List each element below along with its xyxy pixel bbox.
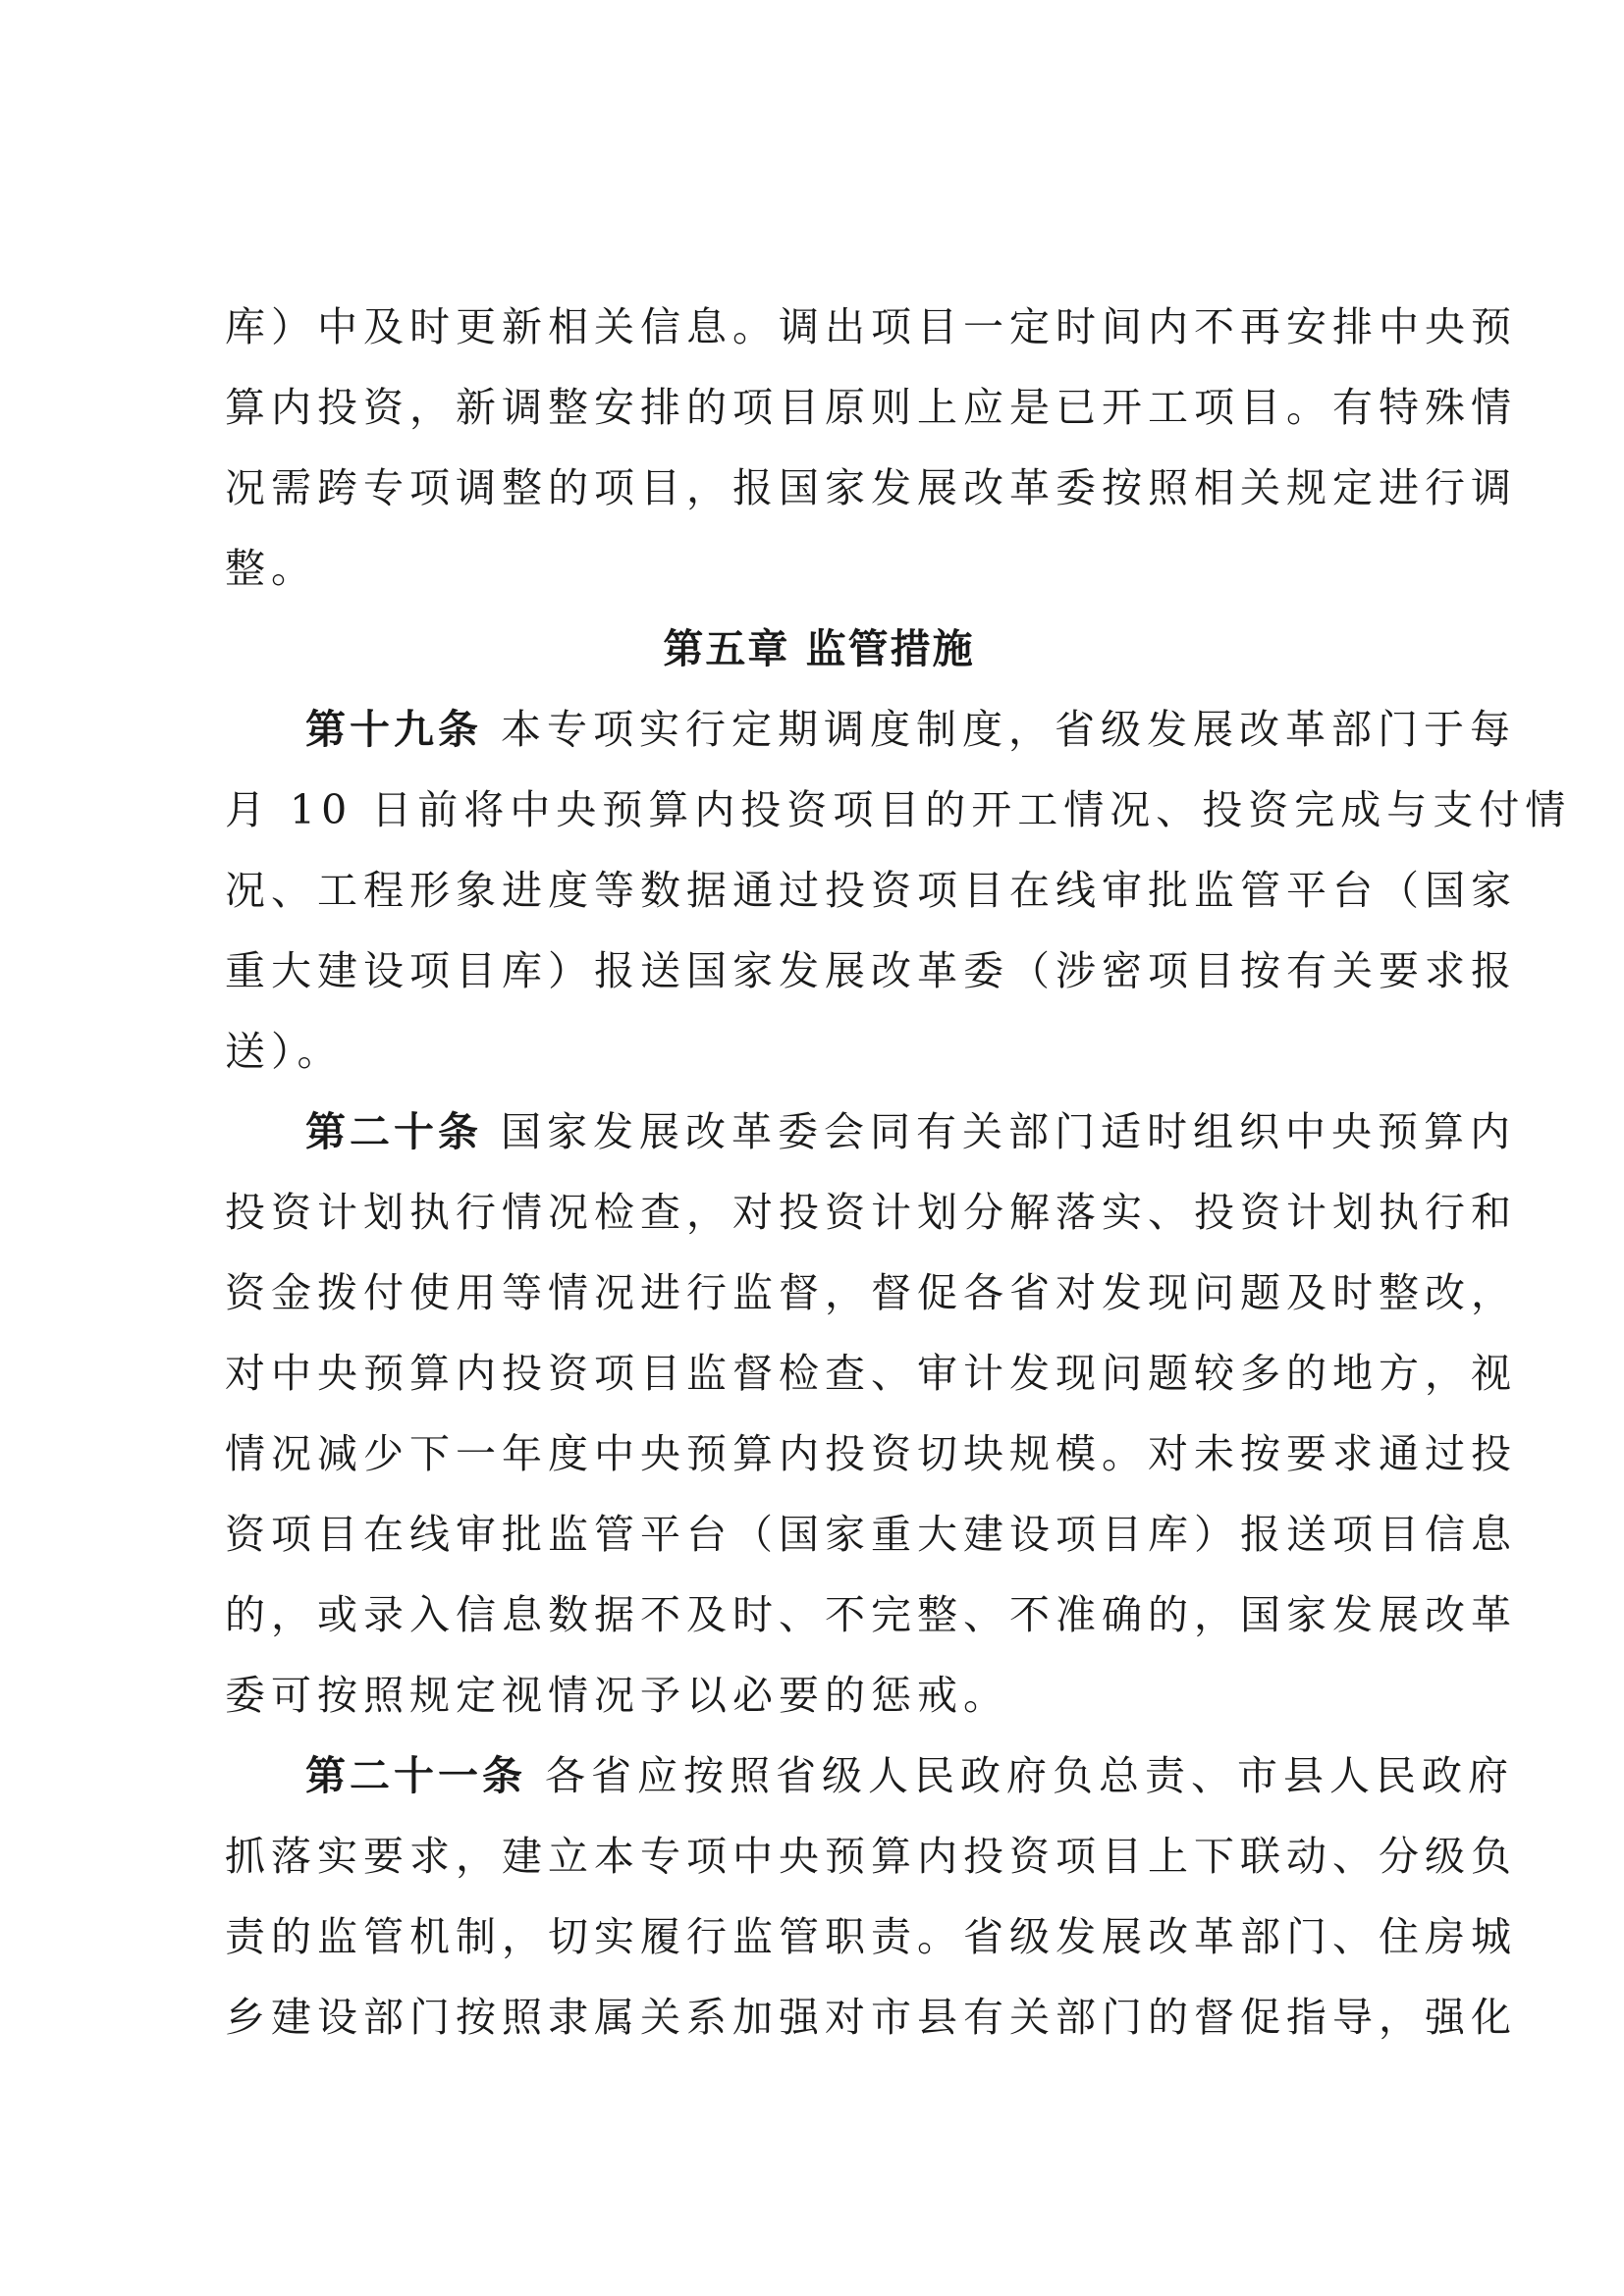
- text-line: 况、工程形象进度等数据通过投资项目在线审批监管平台（国家: [225, 867, 1517, 914]
- text-line: 送）。: [225, 1028, 344, 1075]
- text-line: 情况减少下一年度中央预算内投资切块规模。对未按要求通过投: [225, 1430, 1517, 1477]
- text-line: 重大建设项目库）报送国家发展改革委（涉密项目按有关要求报: [225, 947, 1517, 994]
- text-line: 资金拨付使用等情况进行监督，督促各省对发现问题及时整改，: [225, 1269, 1517, 1316]
- text-line: 对中央预算内投资项目监督检查、审计发现问题较多的地方，视: [225, 1350, 1517, 1397]
- article-first-text: 各省应按照省级人民政府负总责、市县人民政府: [526, 1752, 1515, 1799]
- article-label: 第二十条: [305, 1108, 482, 1155]
- article-19: [225, 689, 1572, 1092]
- text-line: 月 10 日前将中央预算内投资项目的开工情况、投资完成与支付情: [225, 786, 1572, 833]
- article-first-line: [225, 1735, 1515, 1816]
- text-line: 资项目在线审批监管平台（国家重大建设项目库）报送项目信息: [225, 1511, 1517, 1558]
- article-20: [225, 1092, 1517, 1735]
- paragraph-continuation: [225, 287, 1517, 609]
- text-line: 委可按照规定视情况予以必要的惩戒。: [225, 1672, 1009, 1719]
- text-line: 的，或录入信息数据不及时、不完整、不准确的，国家发展改革: [225, 1591, 1517, 1638]
- article-label: 第十九条: [305, 706, 482, 753]
- article-first-text: 国家发展改革委会同有关部门适时组织中央预算内: [482, 1108, 1517, 1155]
- article-first-line: [225, 1092, 1517, 1172]
- text-line: 库）中及时更新相关信息。调出项目一定时间内不再安排中央预: [225, 303, 1517, 350]
- article-label: 第二十一条: [305, 1752, 526, 1799]
- text-line: 责的监管机制，切实履行监管职责。省级发展改革部门、住房城: [225, 1913, 1517, 1960]
- article-first-line: [225, 689, 1517, 770]
- article-first-text: 本专项实行定期调度制度，省级发展改革部门于每: [482, 706, 1517, 753]
- text-line: 算内投资，新调整安排的项目原则上应是已开工项目。有特殊情: [225, 384, 1517, 431]
- text-line: 整。: [225, 545, 317, 592]
- text-line: 投资计划执行情况检查，对投资计划分解落实、投资计划执行和: [225, 1189, 1517, 1236]
- article-21: [225, 1735, 1517, 2057]
- text-line: 况需跨专项调整的项目，报国家发展改革委按照相关规定进行调: [225, 464, 1517, 511]
- text-line: 乡建设部门按照隶属关系加强对市县有关部门的督促指导，强化: [225, 1994, 1517, 2041]
- document-page: [225, 287, 1572, 2057]
- chapter-heading: 第五章 监管措施: [663, 625, 975, 672]
- text-line: 抓落实要求，建立本专项中央预算内投资项目上下联动、分级负: [225, 1833, 1517, 1880]
